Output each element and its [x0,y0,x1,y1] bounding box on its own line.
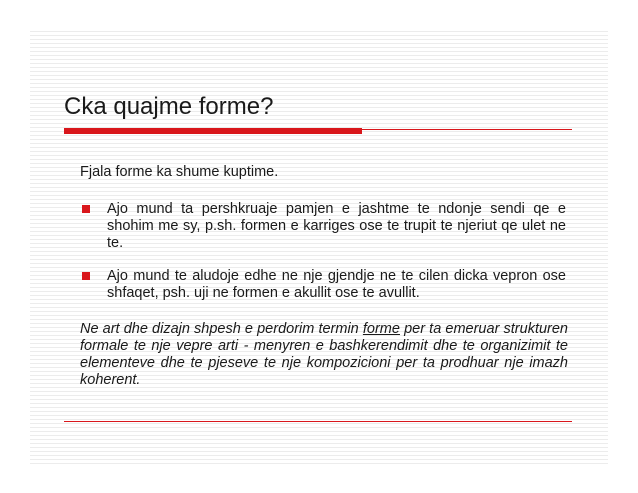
paragraph-term: forme [362,321,400,337]
bullet-item [80,201,566,252]
paragraph-text-after: per ta emeruar strukturen formale te nje vepre arti - menyren e bashkerendimit dhe te organizimit te elementeve dhe te pjeseve te nje kompozicioni per ta prodhuar nje imazh koherent. [80,321,568,388]
title-underline-thick [64,128,362,134]
bullet-item [80,268,566,302]
bottom-rule [64,421,572,422]
square-bullet-icon [82,205,90,213]
bullet-text: Ajo mund te aludoje edhe ne nje gjendje ne te cilen dicka vepron ose shfaqet, psh. uji ne formen e akullit ose te avullit. [107,268,566,301]
square-bullet-icon [82,272,90,280]
intro-text: Fjala forme ka shume kuptime. [80,164,279,180]
definition-paragraph [80,321,568,389]
bullet-text: Ajo mund ta pershkruaje pamjen e jashtme te ndonje sendi qe e shohim me sy, p.sh. formen e karriges ose te trupit te njeriut qe ulet ne te. [107,201,566,251]
paragraph-text-before: Ne art dhe dizajn shpesh e perdorim termin [80,321,363,337]
title-underline-thin [362,129,572,130]
slide-title: Cka quajme forme? [64,93,274,120]
